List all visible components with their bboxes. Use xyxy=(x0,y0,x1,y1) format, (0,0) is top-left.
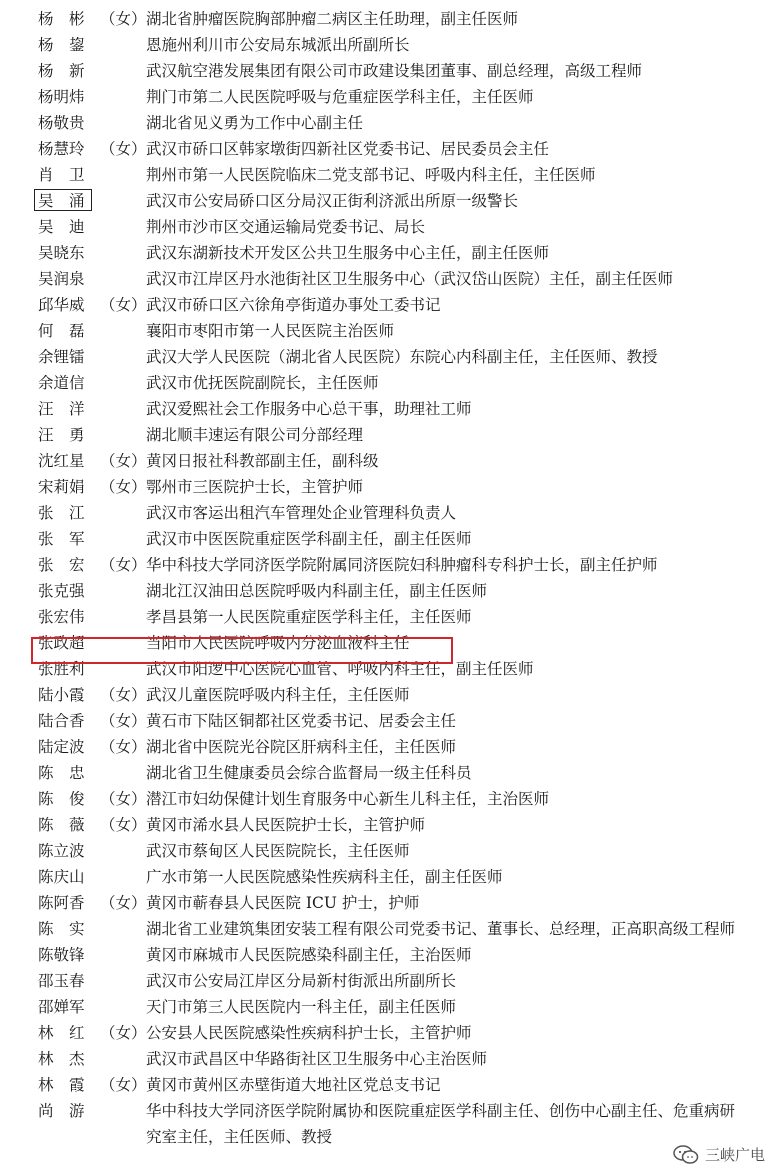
gender-note: （女） xyxy=(100,556,147,574)
person-name: 陈 俊 xyxy=(38,790,85,808)
list-item xyxy=(0,760,781,786)
list-item xyxy=(0,188,781,214)
person-name: 沈红星 xyxy=(38,452,85,470)
person-name: 张 军 xyxy=(38,530,85,548)
watermark xyxy=(673,1144,765,1165)
person-name: 汪 洋 xyxy=(38,400,85,418)
person-name: 陆小霞 xyxy=(38,686,85,704)
list-item xyxy=(0,1020,781,1046)
position-description: 武汉市阳逻中心医院心血管、呼吸内科主任，副主任医师 xyxy=(146,660,534,678)
list-item xyxy=(0,396,781,422)
person-name: 陈 薇 xyxy=(38,816,85,834)
person-name: 余道信 xyxy=(38,374,85,392)
person-name: 杨明炜 xyxy=(38,88,85,106)
position-description: 武汉市蔡甸区人民医院院长，主任医师 xyxy=(146,842,410,860)
person-name: 肖 卫 xyxy=(38,166,85,184)
position-description: 武汉航空港发展集团有限公司市政建设集团董事、副总经理，高级工程师 xyxy=(146,62,643,80)
person-name: 邵婵军 xyxy=(38,998,85,1016)
position-description: 公安县人民医院感染性疾病科护士长，主管护师 xyxy=(146,1024,472,1042)
position-description: 湖北省中医院光谷院区肝病科主任，主任医师 xyxy=(146,738,457,756)
list-item xyxy=(0,708,781,734)
person-name: 陈 实 xyxy=(38,920,85,938)
list-item xyxy=(0,552,781,578)
list-item xyxy=(0,344,781,370)
position-description: 武汉市江岸区丹水池街社区卫生服务中心（武汉岱山医院）主任，副主任医师 xyxy=(146,270,674,288)
list-item xyxy=(0,890,781,916)
position-description: 湖北江汉油田总医院呼吸内科副主任，副主任医师 xyxy=(146,582,488,600)
position-description: 武汉市硚口区韩家墩街四新社区党委书记、居民委员会主任 xyxy=(146,140,550,158)
person-name: 张 江 xyxy=(38,504,85,522)
list-item xyxy=(0,84,781,110)
position-description: 湖北省肿瘤医院胸部肿瘤二病区主任助理，副主任医师 xyxy=(146,10,519,28)
list-item xyxy=(0,162,781,188)
gender-note: （女） xyxy=(100,686,147,704)
person-name: 尚 游 xyxy=(38,1102,85,1120)
person-name: 陈 忠 xyxy=(38,764,85,782)
position-description: 华中科技大学同济医学院附属同济医院妇科肿瘤科专科护士长，副主任护师 xyxy=(146,556,658,574)
position-description: 荆州市沙市区交通运输局党委书记、局长 xyxy=(146,218,426,236)
position-description: 武汉儿童医院呼吸内科主任，主任医师 xyxy=(146,686,410,704)
list-item xyxy=(0,292,781,318)
list-item xyxy=(0,526,781,552)
list-item xyxy=(0,110,781,136)
position-description: 武汉市中医医院重症医学科副主任，副主任医师 xyxy=(146,530,472,548)
person-name: 林 杰 xyxy=(38,1050,85,1068)
person-name: 吴 迪 xyxy=(38,218,85,236)
person-name: 张宏伟 xyxy=(38,608,85,626)
list-item xyxy=(0,942,781,968)
gender-note: （女） xyxy=(100,1076,147,1094)
list-item xyxy=(0,58,781,84)
person-name: 林 红 xyxy=(38,1024,85,1042)
position-description: 黄冈市浠水县人民医院护士长，主管护师 xyxy=(146,816,426,834)
list-item xyxy=(0,370,781,396)
gender-note: （女） xyxy=(100,478,147,496)
gender-note: （女） xyxy=(100,296,147,314)
list-item xyxy=(0,1098,781,1150)
list-item xyxy=(0,604,781,630)
position-description: 武汉东湖新技术开发区公共卫生服务中心主任，副主任医师 xyxy=(146,244,550,262)
list-item xyxy=(0,32,781,58)
person-name: 陈庆山 xyxy=(38,868,85,886)
person-name: 吴 涌 xyxy=(38,192,85,210)
position-description: 湖北顺丰速运有限公司分部经理 xyxy=(146,426,364,444)
list-item xyxy=(0,864,781,890)
person-name: 杨 新 xyxy=(38,62,85,80)
position-description: 湖北省工业建筑集团安装工程有限公司党委书记、董事长、总经理，正高职高级工程师 xyxy=(146,920,736,938)
gender-note: （女） xyxy=(100,712,147,730)
wechat-icon xyxy=(673,1145,699,1165)
list-item xyxy=(0,136,781,162)
person-name: 余锂镭 xyxy=(38,348,85,366)
position-description: 当阳市人民医院呼吸内分泌血液科主任 xyxy=(146,634,410,652)
person-name: 陈阿香 xyxy=(38,894,85,912)
list-item xyxy=(0,500,781,526)
highlight-box xyxy=(31,637,453,664)
person-name: 张 宏 xyxy=(38,556,85,574)
position-description: 黄冈市蕲春县人民医院 ICU 护士，护师 xyxy=(146,894,420,912)
position-description: 天门市第三人民医院内一科主任，副主任医师 xyxy=(146,998,457,1016)
position-description: 恩施州利川市公安局东城派出所副所长 xyxy=(146,36,410,54)
position-description: 黄冈日报社科教部副主任，副科级 xyxy=(146,452,379,470)
person-name: 张克强 xyxy=(38,582,85,600)
person-name: 陆合香 xyxy=(38,712,85,730)
position-description: 武汉市硚口区六徐角亭街道办事处工委书记 xyxy=(146,296,441,314)
position-description: 武汉市客运出租汽车管理处企业管理科负责人 xyxy=(146,504,457,522)
position-description: 华中科技大学同济医学院附属协和医院重症医学科副主任、创伤中心副主任、危重病研究室主任，主任医师、教授 xyxy=(146,1102,736,1146)
position-description: 黄冈市麻城市人民医院感染科副主任，主治医师 xyxy=(146,946,472,964)
person-name: 邵玉春 xyxy=(38,972,85,990)
position-description: 湖北省卫生健康委员会综合监督局一级主任科员 xyxy=(146,764,472,782)
gender-note: （女） xyxy=(100,790,147,808)
person-name: 何 磊 xyxy=(38,322,85,340)
gender-note: （女） xyxy=(100,738,147,756)
list-item xyxy=(0,578,781,604)
watermark-text: 三峡广电 xyxy=(704,1146,765,1164)
name-list xyxy=(0,6,781,1150)
position-description: 湖北省见义勇为工作中心副主任 xyxy=(146,114,364,132)
gender-note: （女） xyxy=(100,10,147,28)
person-name: 陆定波 xyxy=(38,738,85,756)
position-description: 武汉市公安局江岸区分局新村街派出所副所长 xyxy=(146,972,457,990)
gender-note: （女） xyxy=(100,1024,147,1042)
list-item xyxy=(0,448,781,474)
person-name: 陈立波 xyxy=(38,842,85,860)
gender-note: （女） xyxy=(100,140,147,158)
list-item xyxy=(0,266,781,292)
person-name: 吴润泉 xyxy=(38,270,85,288)
position-description: 孝昌县第一人民医院重症医学科主任，主任医师 xyxy=(146,608,472,626)
person-name: 杨 彬 xyxy=(38,10,85,28)
list-item xyxy=(0,786,781,812)
person-name: 邱华威 xyxy=(38,296,85,314)
gender-note: （女） xyxy=(100,816,147,834)
position-description: 武汉市武昌区中华路街社区卫生服务中心主治医师 xyxy=(146,1050,488,1068)
person-name: 陈敬锋 xyxy=(38,946,85,964)
position-description: 鄂州市三医院护士长，主管护师 xyxy=(146,478,364,496)
position-description: 襄阳市枣阳市第一人民医院主治医师 xyxy=(146,322,395,340)
gender-note: （女） xyxy=(100,452,147,470)
position-description: 黄石市下陆区铜都社区党委书记、居委会主任 xyxy=(146,712,457,730)
position-description: 武汉爱熙社会工作服务中心总干事，助理社工师 xyxy=(146,400,472,418)
list-item xyxy=(0,994,781,1020)
list-item xyxy=(0,812,781,838)
position-description: 武汉市优抚医院副院长，主任医师 xyxy=(146,374,379,392)
position-description: 荆门市第二人民医院呼吸与危重症医学科主任，主任医师 xyxy=(146,88,534,106)
list-item xyxy=(0,214,781,240)
list-item xyxy=(0,474,781,500)
list-item xyxy=(0,240,781,266)
position-description: 广水市第一人民医院感染性疾病科主任，副主任医师 xyxy=(146,868,503,886)
person-name: 杨慧玲 xyxy=(38,140,85,158)
person-name: 张胜利 xyxy=(38,660,85,678)
list-item xyxy=(0,682,781,708)
list-item xyxy=(0,1072,781,1098)
position-description: 黄冈市黄州区赤壁街道大地社区党总支书记 xyxy=(146,1076,441,1094)
list-item xyxy=(0,968,781,994)
person-name: 宋莉娟 xyxy=(38,478,85,496)
list-item xyxy=(0,318,781,344)
person-name: 林 霞 xyxy=(38,1076,85,1094)
list-item xyxy=(0,838,781,864)
position-description: 武汉市公安局硚口区分局汉正街利济派出所原一级警长 xyxy=(146,192,519,210)
person-name: 张政超 xyxy=(38,634,85,652)
position-description: 荆州市第一人民医院临床二党支部书记、呼吸内科主任，主任医师 xyxy=(146,166,596,184)
person-name: 汪 勇 xyxy=(38,426,85,444)
person-name: 杨敬贵 xyxy=(38,114,85,132)
list-item xyxy=(0,916,781,942)
position-description: 武汉大学人民医院（湖北省人民医院）东院心内科副主任，主任医师、教授 xyxy=(146,348,658,366)
list-item xyxy=(0,6,781,32)
person-name: 杨 鋆 xyxy=(38,36,85,54)
list-item xyxy=(0,422,781,448)
list-item xyxy=(0,734,781,760)
person-name: 吴晓东 xyxy=(38,244,85,262)
gender-note: （女） xyxy=(100,894,147,912)
position-description: 潜江市妇幼保健计划生育服务中心新生儿科主任，主治医师 xyxy=(146,790,550,808)
list-item xyxy=(0,1046,781,1072)
